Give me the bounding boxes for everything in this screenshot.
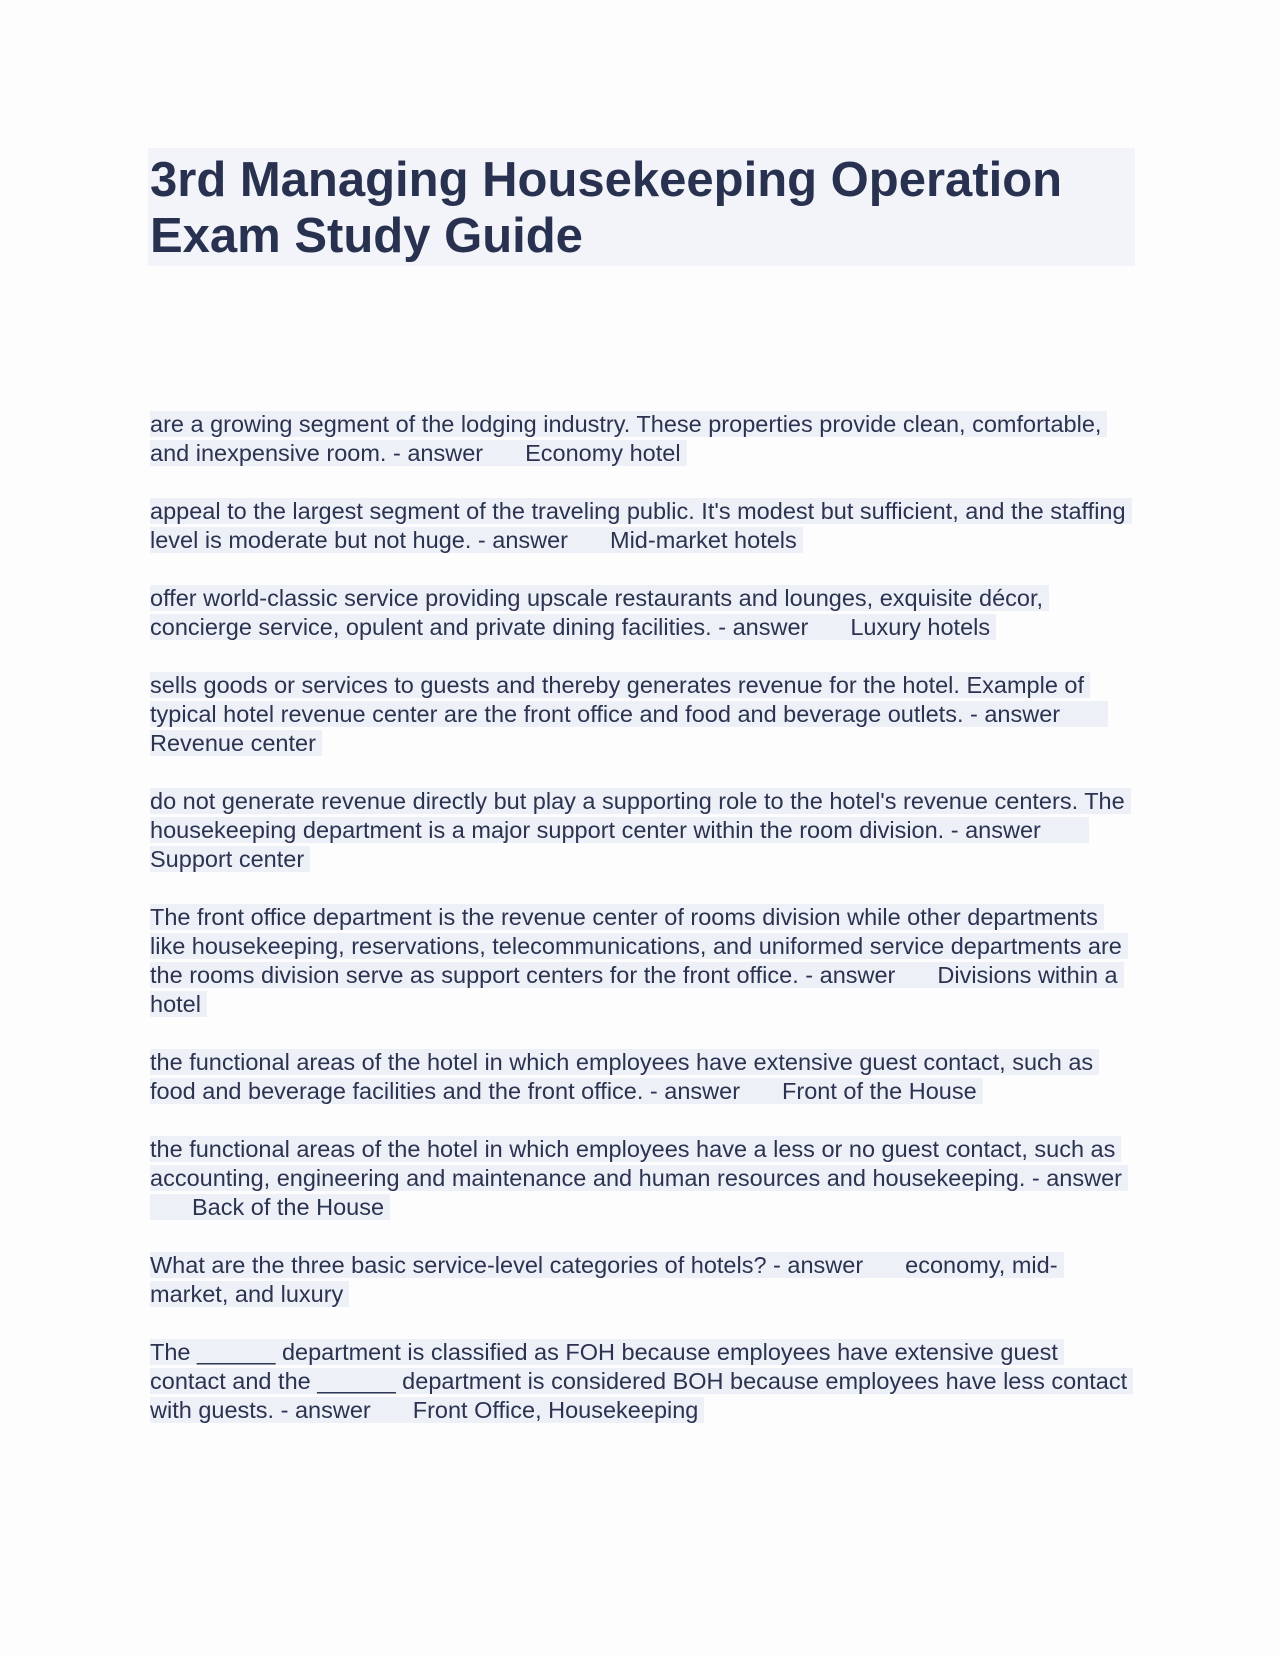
qa-entry [150, 903, 1135, 1019]
qa-entry [150, 671, 1135, 758]
answer-text: economy, mid-market, and luxury [150, 1252, 1058, 1307]
qa-entry [150, 787, 1135, 874]
question-text: The front office department is the revenue center of rooms division while other departments like housekeeping, reservations, telecommunications, and uniformed service departments are the rooms division serve as support centers for the front office. - answer [150, 904, 1122, 988]
answer-text: Back of the House [192, 1194, 385, 1220]
qa-entry [150, 1048, 1135, 1106]
qa-entry-highlight [150, 585, 1049, 640]
title-block [148, 148, 1135, 266]
answer-text: Divisions within a hotel [150, 962, 1118, 1017]
question-text: appeal to the largest segment of the traveling public. It's modest but sufficient, and the staffing level is moderate but not huge. - answer [150, 498, 1126, 553]
document-title: 3rd Managing Housekeeping Operation Exam Study Guide [150, 153, 1063, 263]
qa-entry-highlight [150, 1049, 1099, 1104]
question-text: What are the three basic service-level categories of hotels? - answer [150, 1252, 864, 1278]
answer-text: Revenue center [150, 730, 316, 756]
document-page [150, 148, 1135, 1454]
qa-entry [150, 584, 1135, 642]
qa-entry [150, 410, 1135, 468]
answer-text: Support center [150, 846, 305, 872]
qa-entry-highlight [150, 672, 1108, 756]
qa-entry-highlight [150, 788, 1131, 872]
answer-text: Front Office, Housekeeping [412, 1397, 699, 1423]
qa-entry-highlight [150, 904, 1128, 1017]
qa-entry-highlight [150, 411, 1107, 466]
qa-entry-highlight [150, 1136, 1128, 1220]
question-text: the functional areas of the hotel in which employees have a less or no guest contact, such as accounting, engineering and maintenance and human resources and housekeeping. - answer [150, 1136, 1122, 1191]
answer-text: Front of the House [782, 1078, 977, 1104]
qa-entry [150, 1338, 1135, 1425]
question-text: are a growing segment of the lodging industry. These properties provide clean, comfortable, and inexpensive room. - answer [150, 411, 1102, 466]
qa-entry [150, 1251, 1135, 1309]
qa-entry [150, 1135, 1135, 1222]
question-text: do not generate revenue directly but play a supporting role to the hotel's revenue centers. The housekeeping department is a major support center within the room division. - answer [150, 788, 1125, 843]
answer-text: Luxury hotels [850, 614, 991, 640]
entries-list [150, 410, 1135, 1425]
question-text: sells goods or services to guests and thereby generates revenue for the hotel. Example of typical hotel revenue center are the front office and food and beverage outlets. - answer [150, 672, 1085, 727]
answer-text: Mid-market hotels [610, 527, 797, 553]
question-text: The ______ department is classified as FOH because employees have extensive guest contact and the ______ department is considered BOH because employees have less contact with guests. - answer [150, 1339, 1128, 1423]
qa-entry-highlight [150, 1339, 1133, 1423]
qa-entry-highlight [150, 1252, 1064, 1307]
qa-entry-highlight [150, 498, 1132, 553]
qa-entry [150, 497, 1135, 555]
question-text: the functional areas of the hotel in which employees have extensive guest contact, such as food and beverage facilities and the front office. - answer [150, 1049, 1094, 1104]
question-text: offer world-classic service providing upscale restaurants and lounges, exquisite décor, concierge service, opulent and private dining facilities. - answer [150, 585, 1044, 640]
answer-text: Economy hotel [525, 440, 681, 466]
